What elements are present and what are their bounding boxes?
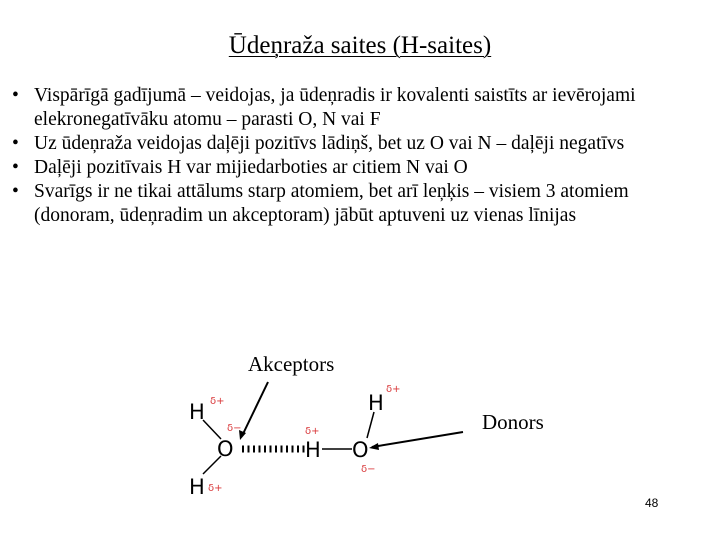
- atom-h: H: [368, 391, 384, 415]
- bullet-item: • Vispārīgā gadījumā – veidojas, ja ūdeņradis ir kovalenti saistīts ar ievērojami elekronegatīvāku atomu – parasti O, N vai F: [12, 85, 636, 130]
- donor-arrow: [372, 432, 463, 447]
- partial-charge: δ−: [361, 464, 376, 475]
- partial-charge: δ+: [386, 384, 401, 395]
- bullet-item: • Svarīgs ir ne tikai attālums starp atomiem, bet arī leņķis – visiem 3 atomiem (donoram, ūdeņradim un akceptoram) jābūt aptuveni uz vienas līnijas: [12, 181, 629, 226]
- atom-h: H: [305, 438, 321, 462]
- slide-title: Ūdeņraža saites (H-saites): [228, 32, 492, 59]
- bullet-item: • Daļēji pozitīvais H var mijiedarboties ar citiem N vai O: [12, 157, 468, 178]
- bullet-item: • Uz ūdeņraža veidojas daļēji pozitīvs lādiņš, bet uz O vai N – daļēji negatīvs: [12, 133, 625, 154]
- donor-label: Donors: [482, 410, 544, 434]
- partial-charge: δ+: [305, 426, 320, 437]
- page-number: 48: [645, 496, 659, 510]
- partial-charge: δ−: [227, 423, 242, 434]
- acceptor-label: Akceptors: [248, 352, 335, 376]
- partial-charge: δ+: [208, 483, 223, 494]
- partial-charge: δ+: [210, 396, 225, 407]
- atom-o: O: [352, 438, 369, 462]
- atom-h: H: [189, 475, 205, 499]
- atom-o: O: [217, 437, 234, 461]
- atom-h: H: [189, 400, 205, 424]
- acceptor-arrow: [242, 382, 268, 436]
- arrow-head-icon: [369, 443, 379, 450]
- bond-line: [367, 412, 374, 438]
